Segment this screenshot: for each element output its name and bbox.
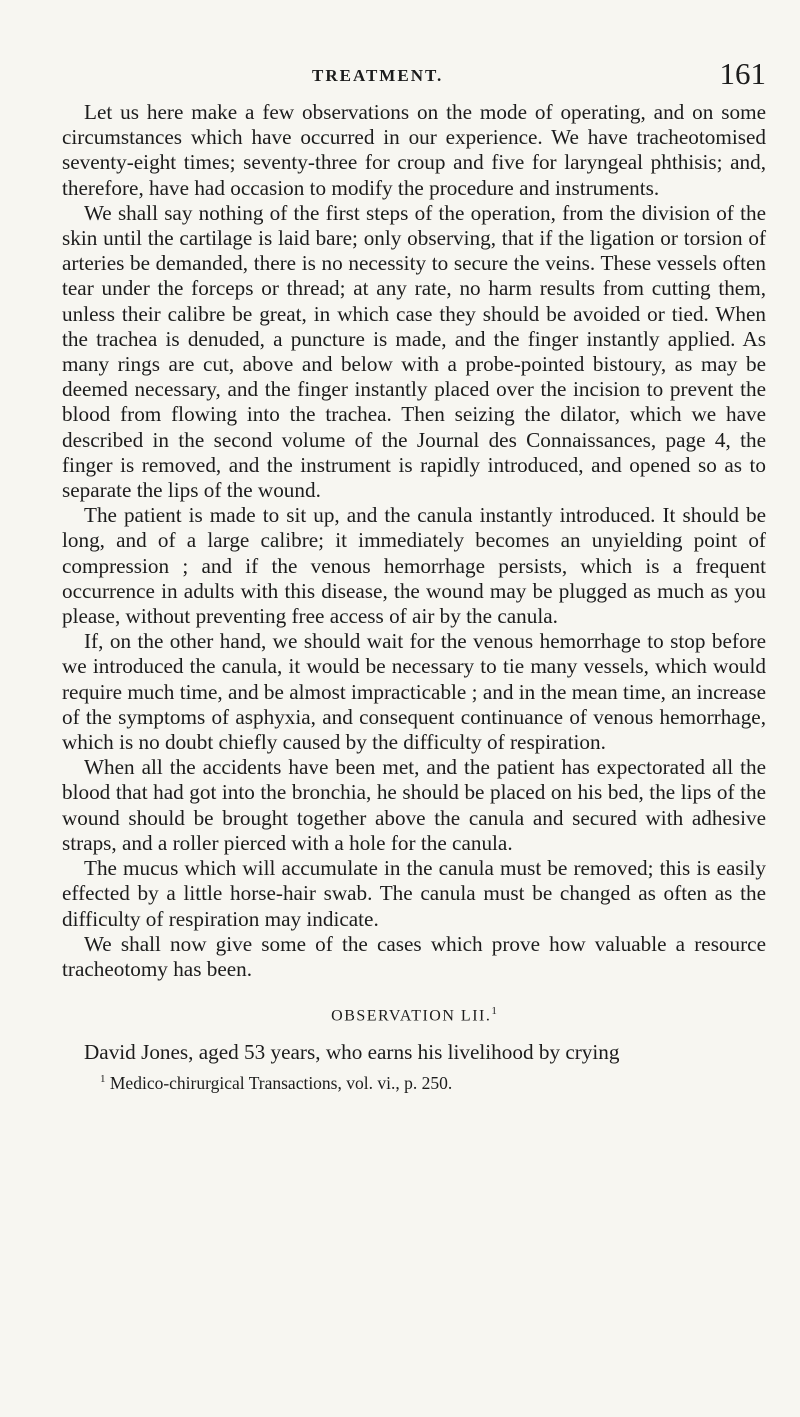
- page-header: [62, 56, 766, 96]
- paragraph: If, on the other hand, we should wait for the venous hemorrhage to stop before we introduced the canula, it would be necessary to tie many vessels, which would require much time, and be almost impracticable ; and in the mean time, an increase of the symptoms of asphyxia, and consequent continuance of venous hemorrhage, which is no doubt chiefly caused by the difficulty of respiration.: [62, 629, 766, 755]
- footnote: [62, 1069, 766, 1094]
- footnote-reference: 1: [491, 1005, 497, 1018]
- paragraph: We shall say nothing of the first steps of the operation, from the division of the skin until the cartilage is laid bare; only observing, that if the ligation or torsion of arteries be demanded, there is no necessity to secure the veins. These vessels often tear under the forceps or thread; at any rate, no harm results from cutting them, unless their calibre be great, in which case they should be avoided or tied. When the trachea is denuded, a puncture is made, and the finger instantly applied. As many rings are cut, above and below with a probe-pointed bistoury, as may be deemed necessary, and the finger instantly placed over the incision to prevent the blood from flowing into the trachea. Then seizing the dilator, which we have described in the second volume of the Journal des Connaissances, page 4, the finger is removed, and the instrument is rapidly introduced, and opened so as to separate the lips of the wound.: [62, 200, 766, 503]
- observation-heading: [62, 1000, 766, 1027]
- paragraph: The mucus which will accumulate in the canula must be removed; this is easily effected by a little horse-hair swab. The canula must be changed as often as the difficulty of respiration may indicate.: [62, 856, 766, 931]
- paragraph: When all the accidents have been met, and the patient has expectorated all the blood that had got into the bronchia, he should be placed on his bed, the lips of the wound should be brought together above the canula and secured with adhesive straps, and a roller pierced with a hole for the canula.: [62, 755, 766, 855]
- page-number: 161: [719, 56, 766, 91]
- body-text: [62, 100, 766, 1093]
- paragraph: We shall now give some of the cases which prove how valuable a resource tracheotomy has been.: [62, 931, 766, 981]
- running-title: TREATMENT.: [312, 66, 444, 85]
- footnote-marker: 1: [100, 1072, 106, 1085]
- observation-heading-text: OBSERVATION LII.: [331, 1007, 492, 1025]
- observation-first-line: David Jones, aged 53 years, who earns his livelihood by crying: [84, 1040, 620, 1065]
- footnote-text: Medico-chirurgical Transactions, vol. vi., p. 250.: [109, 1072, 453, 1093]
- paragraph: Let us here make a few observations on the mode of operating, and on some circumstances which have occurred in our experience. We have tracheotomised seventy-eight times; seventy-three for croup and five for laryngeal phthisis; and, therefore, have had occasion to modify the procedure and instruments.: [62, 100, 766, 200]
- paragraph: The patient is made to sit up, and the canula instantly introduced. It should be long, and of a large calibre; it immediately becomes an unyielding point of compression ; and if the venous hemorrhage persists, which is a frequent occurrence in adults with this disease, the wound may be plugged as much as you please, without preventing free access of air by the canula.: [62, 503, 766, 629]
